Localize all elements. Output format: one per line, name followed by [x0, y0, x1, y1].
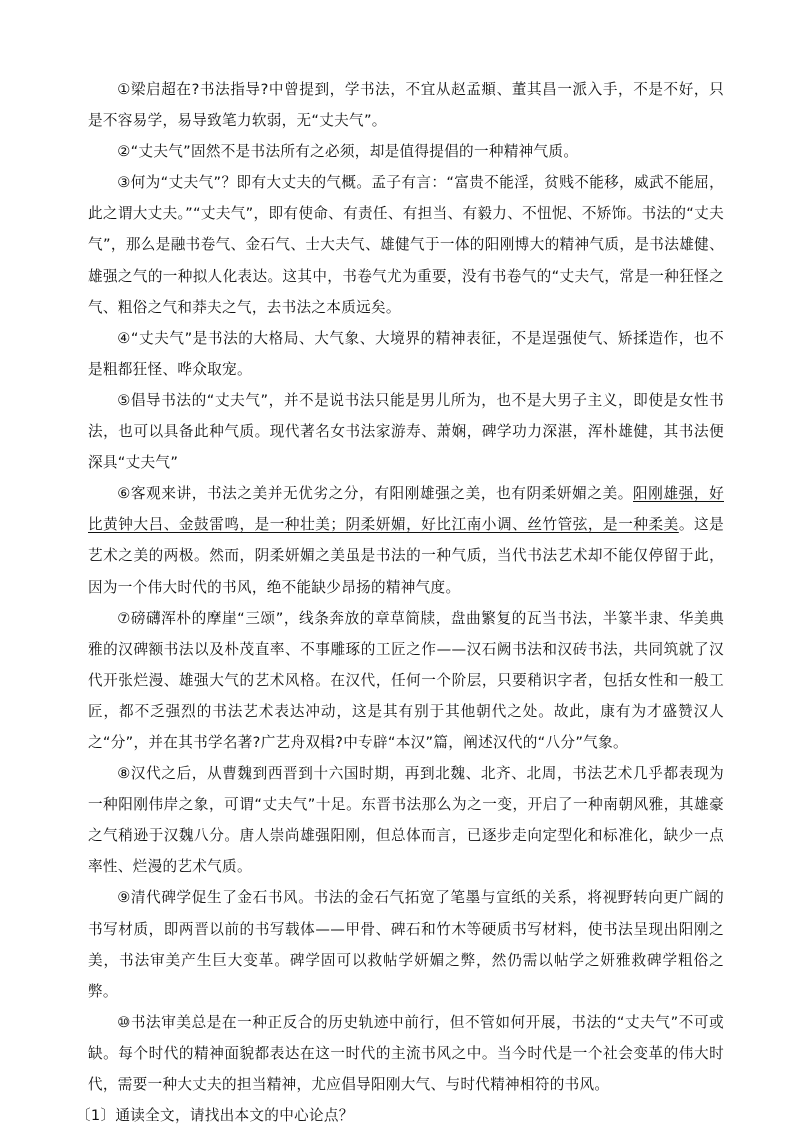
paragraph-5: ⑤倡导书法的“丈夫气”，并不是说书法只能是男儿所为，也不是大男子主义，即使是女性书法，也可以具备此种气质。现代著名女书法家游寿、萧娴，碑学功力深湛，浑朴雄健，其书法便深具“丈夫气” — [88, 391, 724, 472]
article-body — [76, 74, 725, 1131]
question-1: 〔1〕通读全文，请找出本文的中心论点？ — [76, 1107, 354, 1125]
paragraph-6-rest: 。这是艺术之美的两极。然而，阴柔妍媚之美虽是书法的一种气质，当代书法艺术却不能仅停留于此，因为一个伟大时代的书风，绝不能缺少昂扬的精神气度。 — [88, 516, 725, 596]
paragraph-6-lead: ⑥客观来讲，书法之美并无优劣之分，有阳刚雄强之美，也有阴柔妍媚之美。 — [117, 485, 634, 503]
paragraph-2: ②“丈夫气”固然不是书法所有之必须，却是值得提倡的一种精神气质。 — [117, 143, 579, 161]
underlined-sentence: 阳刚雄强，好比黄钟大吕、金鼓雷鸣，是一种壮美；阴柔妍媚，好比江南小调、丝竹管弦，是一种柔美 — [88, 485, 724, 534]
paragraph-10: ⑩书法审美总是在一种正反合的历史轨迹中前行，但不管如何开展，书法的“丈夫气”不可或缺。每个时代的精神面貌都表达在这一时代的主流书风之中。当今时代是一个社会变革的伟大时代，需要一种大丈夫的担当精神，尤应倡导阳刚大气、与时代精神相符的书风。 — [88, 1013, 724, 1093]
paragraph-8: ⑧汉代之后，从曹魏到西晋到十六国时期，再到北魏、北齐、北周，书法艺术几乎都表现为一种阳刚伟岸之象，可谓“丈夫气”十足。东晋书法那么为之一变，开启了一种南朝风雅，其雄豪之气稍逊于汉魏八分。唐人崇尚雄强阳刚，但总体而言，已逐步走向定型化和标准化，缺少一点率性、烂漫的艺术气质。 — [88, 765, 724, 876]
paragraph-6 — [88, 478, 724, 602]
paragraph-7: ⑦磅礴浑朴的摩崖“三颂”，线条奔放的章草简牍，盘曲繁复的瓦当书法，半篆半隶、华美典雅的汉碑额书法以及朴茂直率、不事雕琢的工匠之作——汉石阙书法和汉砖书法，共同筑就了汉代开张烂漫、雄强大气的艺术风格。在汉代，任何一个阶层，只要稍识字者，包括女性和一般工匠，都不乏强烈的书法艺术表达冲动，这是其有别于其他朝代之处。故此，康有为才盛赞汉人之“分”，并在其书学名著?广艺舟双楫?中专辟“本汉”篇，阐述汉代的“八分”气象。 — [88, 609, 724, 751]
paragraph-9: ⑨清代碑学促生了金石书风。书法的金石气拓宽了笔墨与宣纸的关系，将视野转向更广阔的书写材质，即两晋以前的书写载体——甲骨、碑石和竹木等硬质书写材料，使书法呈现出阳刚之美，书法审美产生巨大变革。碑学固可以救帖学妍媚之弊，然仍需以帖学之妍雅救碑学粗俗之弊。 — [88, 889, 724, 1000]
paragraph-3: ③何为“丈夫气”？即有大丈夫的气概。孟子有言：“富贵不能淫，贫贱不能移，威武不能屈，此之谓大丈夫。”“丈夫气”，即有使命、有责任、有担当、有毅力、不忸怩、不矫饰。书法的“丈夫气”，那么是融书卷气、金石气、士大夫气、雄健气于一体的阳刚博大的精神气质，是书法雄健、雄强之气的一种拟人化表达。这其中，书卷气尤为重要，没有书卷气的“丈夫气，常是一种狂怪之气、粗俗之气和莽夫之气，去书法之本质远矣。 — [88, 174, 724, 316]
paragraph-1: ①梁启超在?书法指导?中曾提到，学书法，不宜从赵孟頫、董其昌一派入手，不是不好，只是不容易学，易导致笔力软弱，无“丈夫气”。 — [88, 81, 724, 130]
paragraph-4: ④“丈夫气”是书法的大格局、大气象、大境界的精神表征，不是逞强使气、矫揉造作，也不是粗都狂怪、哗众取宠。 — [88, 329, 724, 378]
